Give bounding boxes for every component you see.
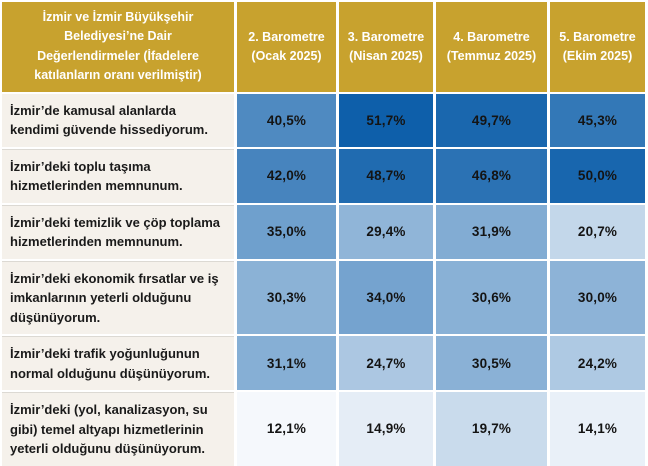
value-cell: 30,3% — [237, 261, 336, 335]
column-header-barometre-3: 3. Barometre (Nisan 2025) — [339, 2, 433, 92]
value-cell: 46,8% — [436, 149, 547, 203]
column-header-barometre-5: 5. Barometre (Ekim 2025) — [550, 2, 645, 92]
value-cell: 24,7% — [339, 336, 433, 390]
table-header-row — [2, 2, 645, 92]
value-cell: 45,3% — [550, 94, 645, 147]
row-label: İzmir’deki trafik yoğunluğunun normal olduğunu düşünüyorum. — [2, 336, 234, 390]
row-label: İzmir’deki ekonomik fırsatlar ve iş imkanlarının yeterli olduğunu düşünüyorum. — [2, 261, 234, 335]
value-cell: 42,0% — [237, 149, 336, 203]
row-label: İzmir’de kamusal alanlarda kendimi güvende hissediyorum. — [2, 94, 234, 147]
value-cell: 51,7% — [339, 94, 433, 147]
value-cell: 12,1% — [237, 392, 336, 466]
value-cell: 30,0% — [550, 261, 645, 335]
row-label: İzmir’deki (yol, kanalizasyon, su gibi) temel altyapı hizmetlerinin yeterli olduğunu düşünüyorum. — [2, 392, 234, 466]
table-row — [2, 149, 645, 203]
value-cell: 29,4% — [339, 205, 433, 259]
row-label: İzmir’deki toplu taşıma hizmetlerinden memnunum. — [2, 149, 234, 203]
value-cell: 14,1% — [550, 392, 645, 466]
column-header-barometre-4: 4. Barometre (Temmuz 2025) — [436, 2, 547, 92]
value-cell: 30,5% — [436, 336, 547, 390]
value-cell: 30,6% — [436, 261, 547, 335]
value-cell: 50,0% — [550, 149, 645, 203]
column-header-barometre-2: 2. Barometre (Ocak 2025) — [237, 2, 336, 92]
value-cell: 20,7% — [550, 205, 645, 259]
table-row — [2, 336, 645, 390]
table-row — [2, 392, 645, 466]
value-cell: 35,0% — [237, 205, 336, 259]
value-cell: 40,5% — [237, 94, 336, 147]
value-cell: 14,9% — [339, 392, 433, 466]
table-row — [2, 205, 645, 259]
value-cell: 31,9% — [436, 205, 547, 259]
table-row — [2, 261, 645, 335]
value-cell: 31,1% — [237, 336, 336, 390]
table-row — [2, 94, 645, 147]
value-cell: 19,7% — [436, 392, 547, 466]
row-label: İzmir’deki temizlik ve çöp toplama hizmetlerinden memnunum. — [2, 205, 234, 259]
value-cell: 49,7% — [436, 94, 547, 147]
value-cell: 48,7% — [339, 149, 433, 203]
value-cell: 34,0% — [339, 261, 433, 335]
value-cell: 24,2% — [550, 336, 645, 390]
table-title: İzmir ve İzmir Büyükşehir Belediyesi’ne Dair Değerlendirmeler (İfadelere katılanların oranı verilmiştir) — [2, 2, 234, 92]
